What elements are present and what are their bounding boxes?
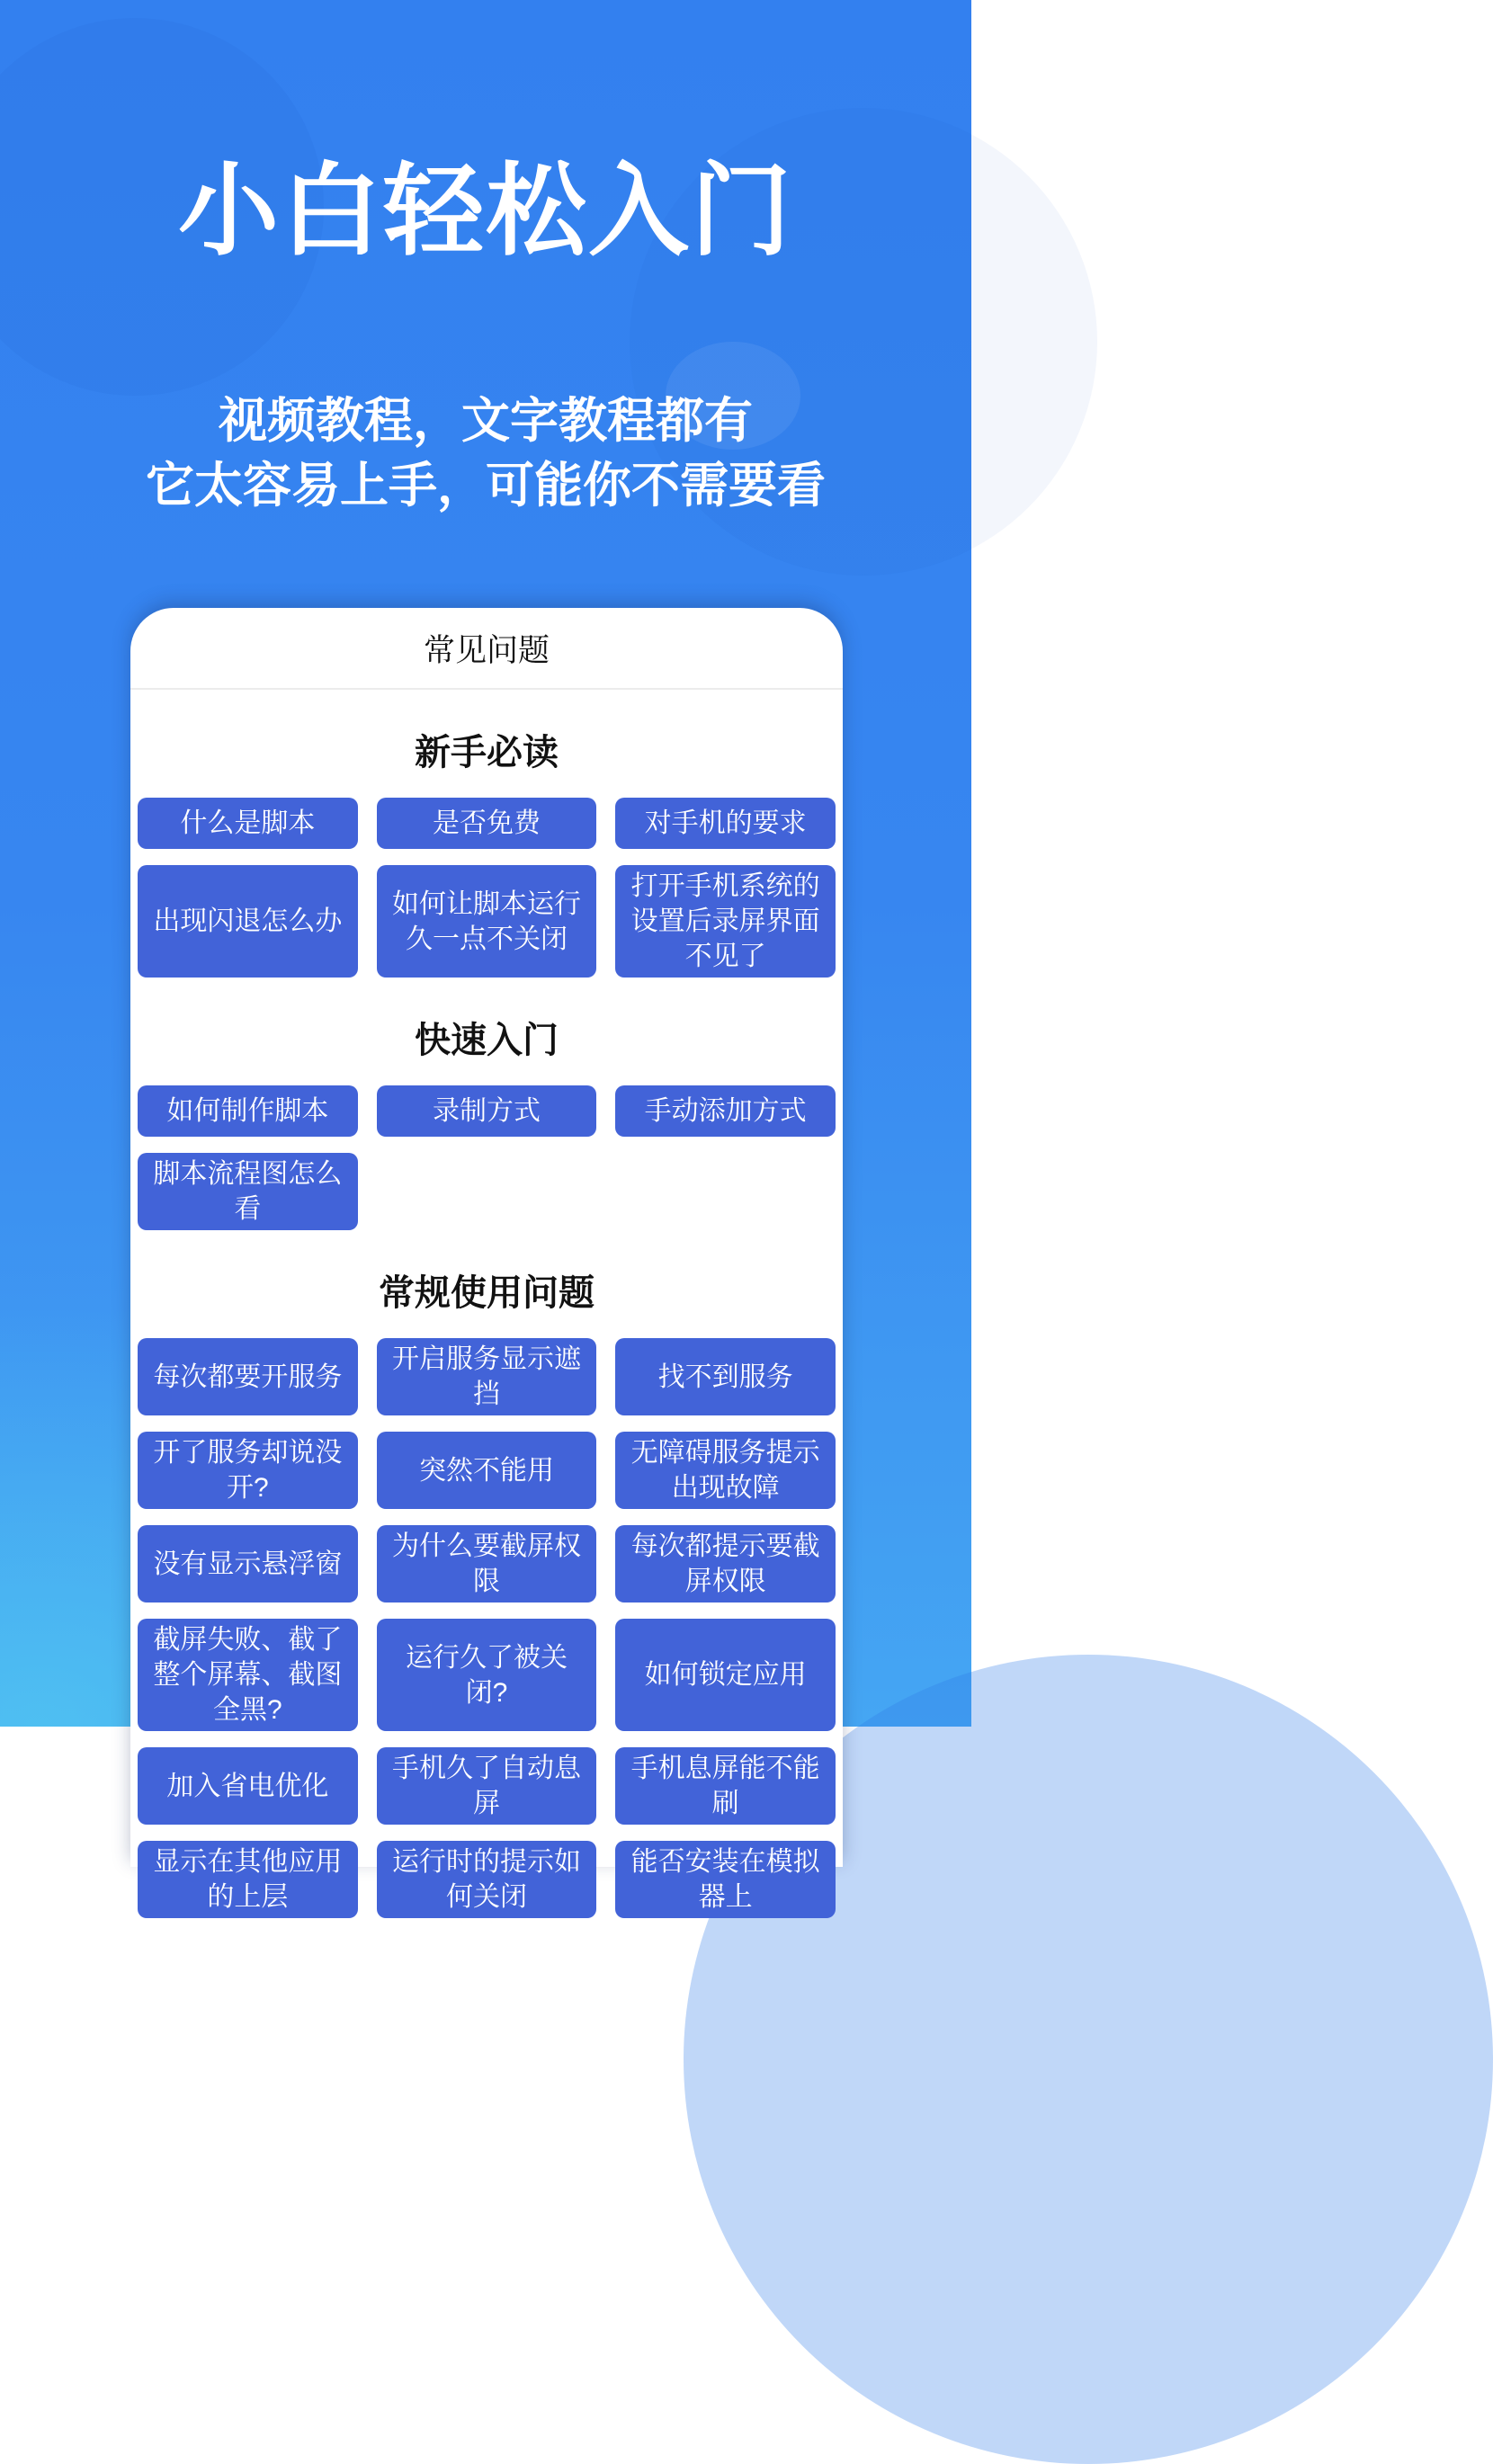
faq-button[interactable]: 加入省电优化 [138, 1747, 358, 1825]
faq-button[interactable]: 每次都提示要截屏权限 [615, 1525, 836, 1602]
hero-subtitle [0, 388, 971, 518]
faq-card-header: 常见问题 [423, 633, 550, 668]
faq-button[interactable]: 显示在其他应用的上层 [138, 1841, 358, 1918]
faq-button[interactable]: 对手机的要求 [615, 798, 836, 849]
faq-section [138, 1021, 836, 1230]
faq-button[interactable]: 打开手机系统的设置后录屏界面不见了 [615, 865, 836, 978]
faq-button[interactable]: 运行久了被关闭? [377, 1619, 597, 1731]
faq-button[interactable]: 开启服务显示遮挡 [377, 1338, 597, 1415]
faq-button[interactable]: 没有显示悬浮窗 [138, 1525, 358, 1602]
faq-button[interactable]: 如何锁定应用 [615, 1619, 836, 1731]
faq-card [130, 608, 843, 1913]
faq-button[interactable]: 突然不能用 [377, 1432, 597, 1509]
faq-button[interactable]: 为什么要截屏权限 [377, 1525, 597, 1602]
section-title: 快速入门 [415, 1021, 559, 1061]
hero-subtitle-line1: 视频教程，文字教程都有 [219, 394, 753, 448]
header-divider [130, 688, 843, 690]
faq-button[interactable]: 手机久了自动息屏 [377, 1747, 597, 1825]
faq-button[interactable]: 开了服务却说没开? [138, 1432, 358, 1509]
faq-button[interactable]: 脚本流程图怎么看 [138, 1153, 358, 1230]
faq-section [138, 1273, 836, 1918]
faq-button[interactable]: 是否免费 [377, 798, 597, 849]
faq-button[interactable]: 无障碍服务提示出现故障 [615, 1432, 836, 1509]
section-grid [138, 1338, 836, 1918]
section-grid [138, 798, 836, 978]
faq-button[interactable]: 如何让脚本运行久一点不关闭 [377, 865, 597, 978]
section-title: 新手必读 [415, 733, 559, 773]
faq-button[interactable]: 找不到服务 [615, 1338, 836, 1415]
hero-subtitle-line2: 它太容易上手，可能你不需要看 [146, 459, 826, 513]
faq-button[interactable]: 出现闪退怎么办 [138, 865, 358, 978]
faq-button[interactable]: 每次都要开服务 [138, 1338, 358, 1415]
faq-button[interactable]: 手动添加方式 [615, 1085, 836, 1137]
section-grid [138, 1085, 836, 1230]
faq-button[interactable]: 能否安装在模拟器上 [615, 1841, 836, 1918]
faq-section [138, 733, 836, 978]
faq-button[interactable]: 运行时的提示如何关闭 [377, 1841, 597, 1918]
faq-button[interactable]: 录制方式 [377, 1085, 597, 1137]
faq-button[interactable]: 什么是脚本 [138, 798, 358, 849]
section-title: 常规使用问题 [379, 1273, 595, 1314]
faq-sections [138, 733, 836, 1918]
faq-button[interactable]: 如何制作脚本 [138, 1085, 358, 1137]
faq-button[interactable]: 截屏失败、截了整个屏幕、截图全黑? [138, 1619, 358, 1731]
hero-title: 小白轻松入门 [178, 155, 793, 267]
faq-button[interactable]: 手机息屏能不能刷 [615, 1747, 836, 1825]
